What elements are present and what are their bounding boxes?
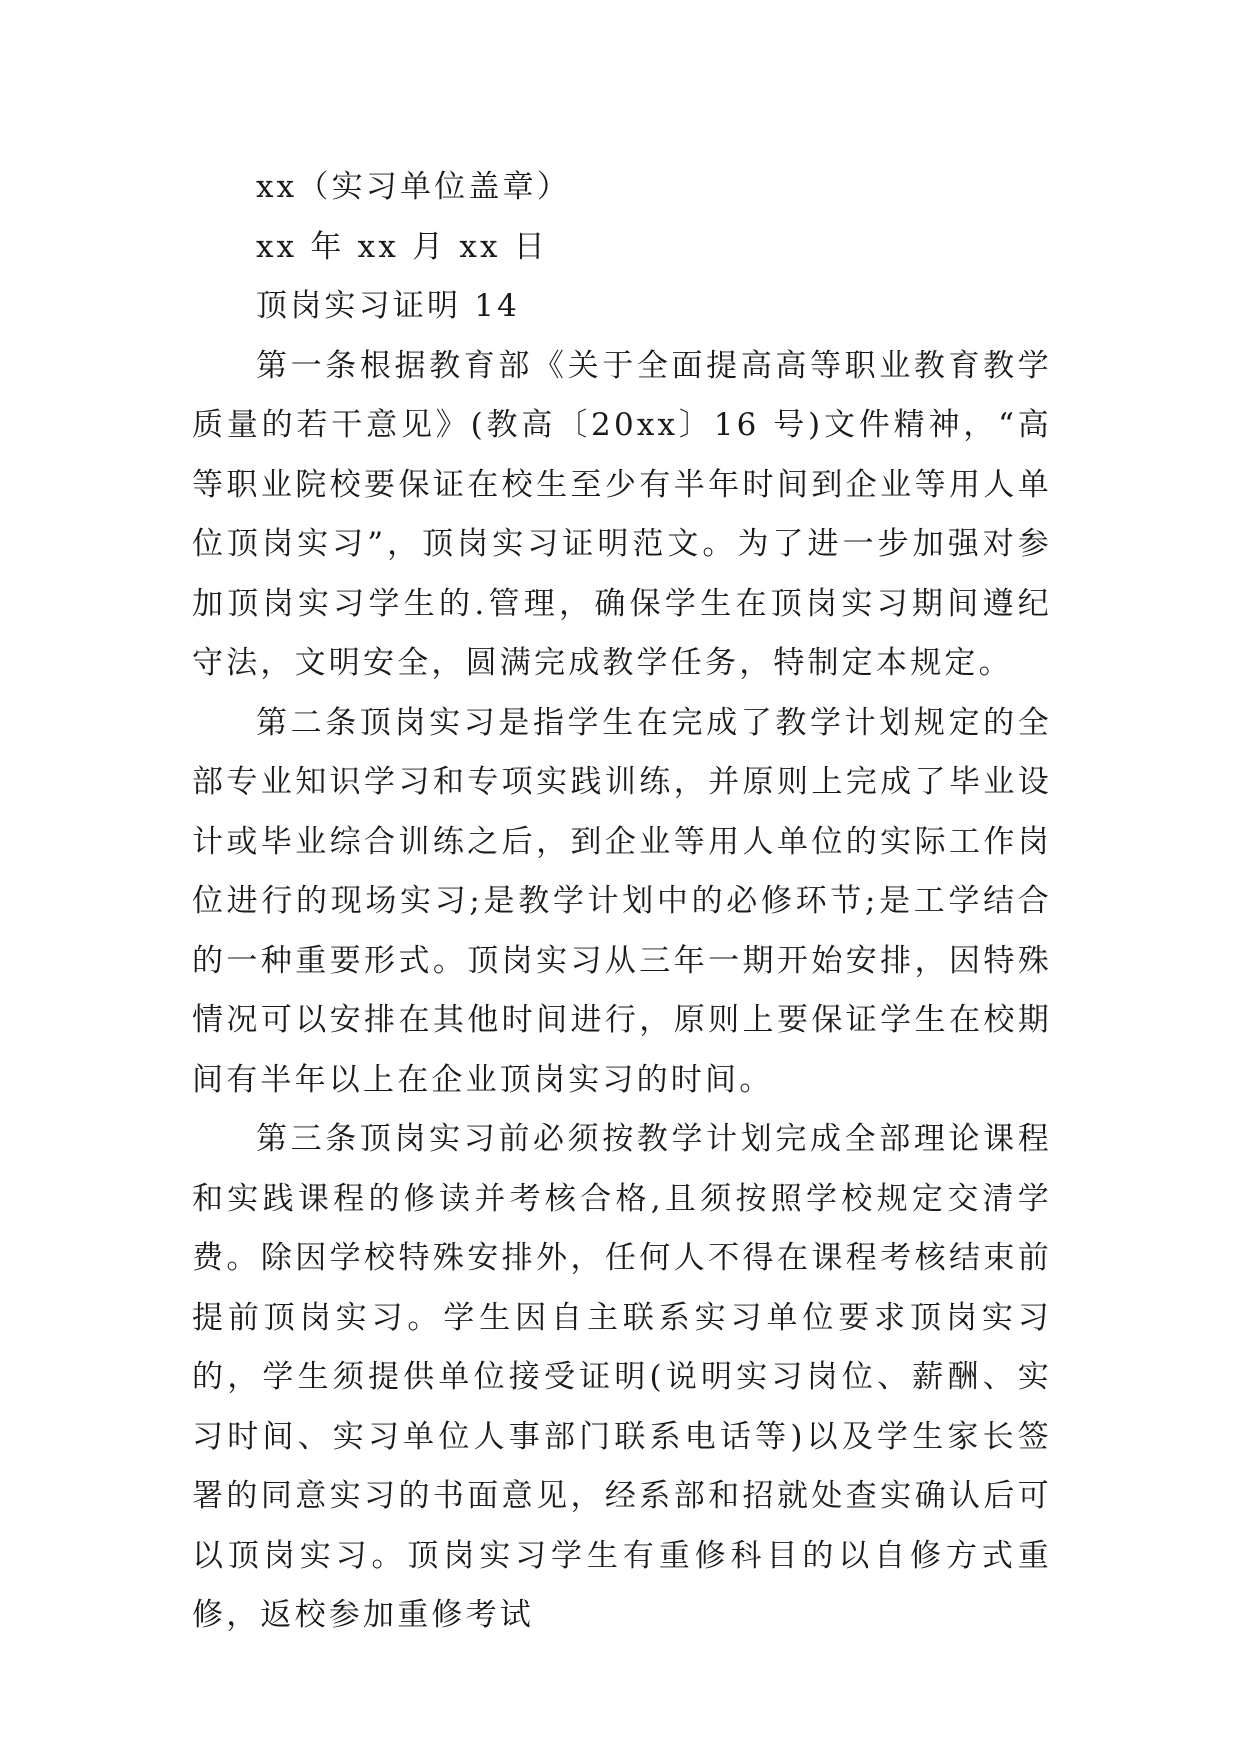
document-body xyxy=(192,158,1052,1646)
section-title: 顶岗实习证明 14 xyxy=(256,288,521,324)
article-3-paragraph: 第三条顶岗实习前必须按教学计划完成全部理论课程和实践课程的修读并考核合格,且须按照学校规定交清学费。除因学校特殊安排外，任何人不得在课程考核结束前提前顶岗实习。学生因自主联系实习单位要求顶岗实习的，学生须提供单位接受证明(说明实习岗位、薪酬、实习时间、实习单位人事部门联系电话等)以及学生家长签署的同意实习的书面意见，经系部和招就处查实确认后可以顶岗实习。顶岗实习学生有重修科目的以自修方式重修，返校参加重修考试 xyxy=(192,1121,1052,1633)
article-2-paragraph: 第二条顶岗实习是指学生在完成了教学计划规定的全部专业知识学习和专项实践训练，并原则上完成了毕业设计或毕业综合训练之后，到企业等用人单位的实际工作岗位进行的现场实习;是教学计划中的必修环节;是工学结合的一种重要形式。顶岗实习从三年一期开始安排，因特殊情况可以安排在其他时间进行，原则上要保证学生在校期间有半年以上在企业顶岗实习的时间。 xyxy=(192,704,1052,1098)
company-seal-line: xx（实习单位盖章） xyxy=(256,169,571,205)
date-line: xx 年 xx 月 xx 日 xyxy=(256,228,548,265)
article-1-paragraph: 第一条根据教育部《关于全面提高高等职业教育教学质量的若干意见》(教高〔20xx〕16 号)文件精神，“高等职业院校要保证在校生至少有半年时间到企业等用人单位顶岗实习”，顶岗实习证明范文。为了进一步加强对参加顶岗实习学生的.管理，确保学生在顶岗实习期间遵纪守法，文明安全，圆满完成教学任务，特制定本规定。 xyxy=(192,347,1052,681)
